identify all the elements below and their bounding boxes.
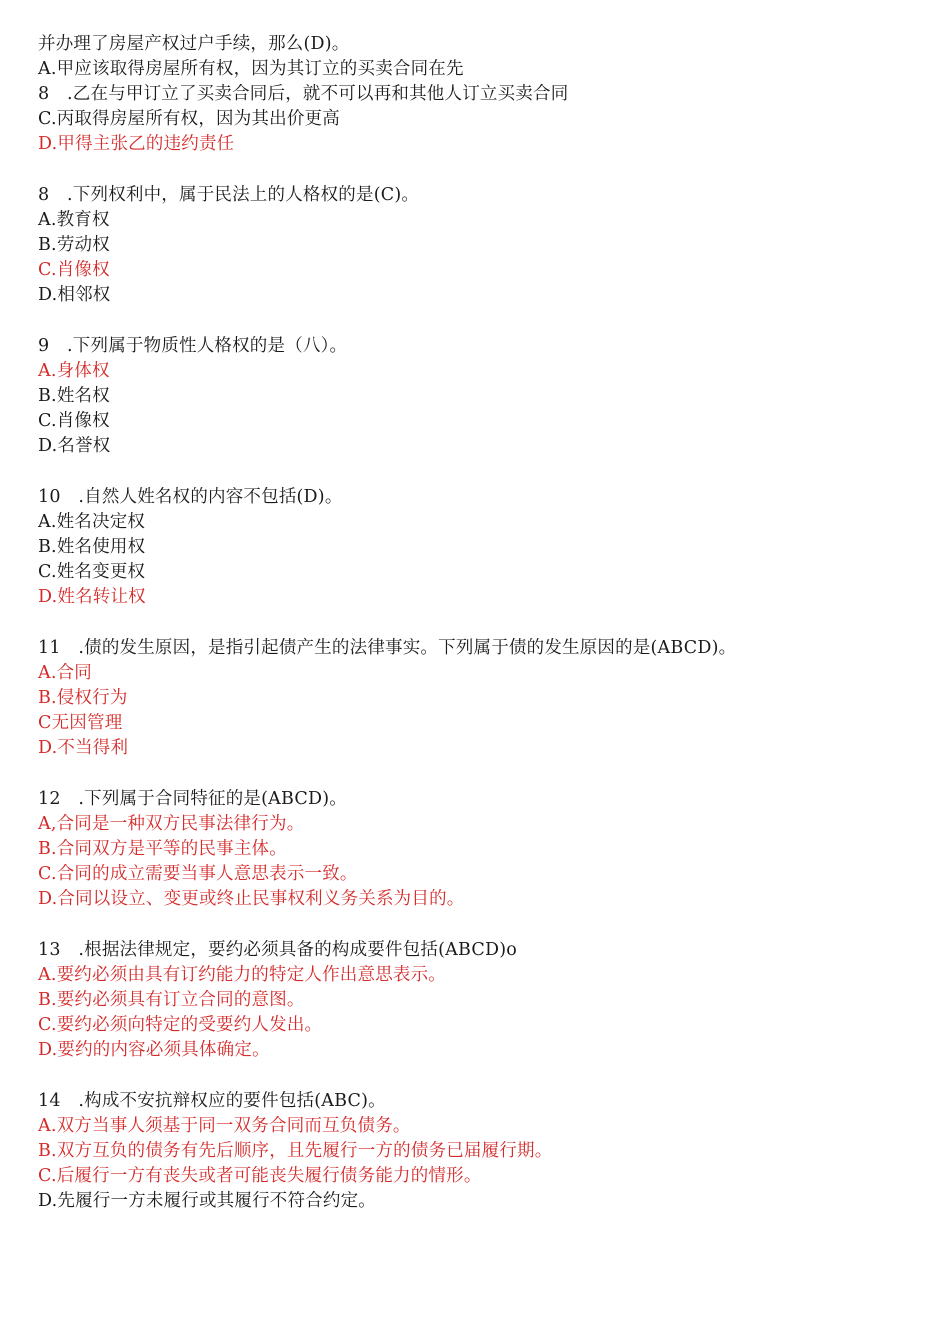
option-c: C.肖像权 <box>38 411 110 431</box>
option-b: B.姓名权 <box>38 386 110 406</box>
spacer <box>38 459 918 485</box>
option-b-answer: B.要约必须具有订立合同的意图。 <box>38 990 305 1010</box>
question-10 <box>38 485 918 610</box>
spacer <box>38 912 918 938</box>
option-d-answer: D.不当得利 <box>38 738 129 758</box>
spacer <box>38 1063 918 1089</box>
question-12 <box>38 787 918 912</box>
option-d-answer: D.合同以设立、变更或终止民事权利义务关系为目的。 <box>38 889 465 909</box>
option-a-answer: A.身体权 <box>38 361 110 381</box>
option-d: D.名誉权 <box>38 436 111 456</box>
question-stem: 并办理了房屋产权过户手续，那么(D)。 <box>38 34 350 54</box>
option-a-answer: A.要约必须由具有订约能力的特定人作出意思表示。 <box>38 965 446 985</box>
document-page <box>38 32 918 1214</box>
spacer <box>38 157 918 183</box>
question-stem: 8 .下列权利中，属于民法上的人格权的是(C)。 <box>38 185 420 205</box>
option-d: D.先履行一方未履行或其履行不符合约定。 <box>38 1191 376 1211</box>
question-13 <box>38 938 918 1063</box>
option-d-answer: D.要约的内容必须具体确定。 <box>38 1040 270 1060</box>
question-intro <box>38 32 918 157</box>
question-stem: 11 .债的发生原因，是指引起债产生的法律事实。下列属于债的发生原因的是(ABCD)。 <box>38 638 737 658</box>
option-a: A.姓名决定权 <box>38 512 146 532</box>
question-stem: 10 .自然人姓名权的内容不包括(D)。 <box>38 487 343 507</box>
option-a: A.甲应该取得房屋所有权，因为其订立的买卖合同在先 <box>38 59 464 79</box>
question-11 <box>38 636 918 761</box>
option-a: A.教育权 <box>38 210 110 230</box>
question-14 <box>38 1089 918 1214</box>
option-c-answer: C.肖像权 <box>38 260 110 280</box>
question-stem: 12 .下列属于合同特征的是(ABCD)。 <box>38 789 347 809</box>
option-c: C.姓名变更权 <box>38 562 146 582</box>
option-c-answer: C.合同的成立需要当事人意思表示一致。 <box>38 864 358 884</box>
option-b-answer: B.双方互负的债务有先后顺序，且先履行一方的债务已届履行期。 <box>38 1141 553 1161</box>
option-a-answer: A,合同是一种双方民事法律行为。 <box>38 814 305 834</box>
option-b: 8 .乙在与甲订立了买卖合同后，就不可以再和其他人订立买卖合同 <box>38 84 569 104</box>
option-b-answer: B.合同双方是平等的民事主体。 <box>38 839 287 859</box>
option-d: D.相邻权 <box>38 285 111 305</box>
option-a-answer: A.合同 <box>38 663 93 683</box>
option-c-answer: C无因管理 <box>38 713 123 733</box>
question-stem: 14 .构成不安抗辩权应的要件包括(ABC)。 <box>38 1091 386 1111</box>
spacer <box>38 308 918 334</box>
option-c-answer: C.要约必须向特定的受要约人发出。 <box>38 1015 323 1035</box>
option-c: C.丙取得房屋所有权，因为其出价更高 <box>38 109 340 129</box>
spacer <box>38 610 918 636</box>
option-b: B.劳动权 <box>38 235 110 255</box>
option-b: B.姓名使用权 <box>38 537 146 557</box>
option-b-answer: B.侵权行为 <box>38 688 128 708</box>
question-stem: 13 .根据法律规定，要约必须具备的构成要件包括(ABCD)o <box>38 940 517 960</box>
option-c-answer: C.后履行一方有丧失或者可能丧失履行债务能力的情形。 <box>38 1166 482 1186</box>
option-d-answer: D.甲得主张乙的违约责任 <box>38 134 235 154</box>
question-8 <box>38 183 918 308</box>
question-stem: 9 .下列属于物质性人格权的是（八）。 <box>38 336 348 356</box>
option-a-answer: A.双方当事人须基于同一双务合同而互负债务。 <box>38 1116 411 1136</box>
spacer <box>38 761 918 787</box>
option-d-answer: D.姓名转让权 <box>38 587 146 607</box>
question-9 <box>38 334 918 459</box>
